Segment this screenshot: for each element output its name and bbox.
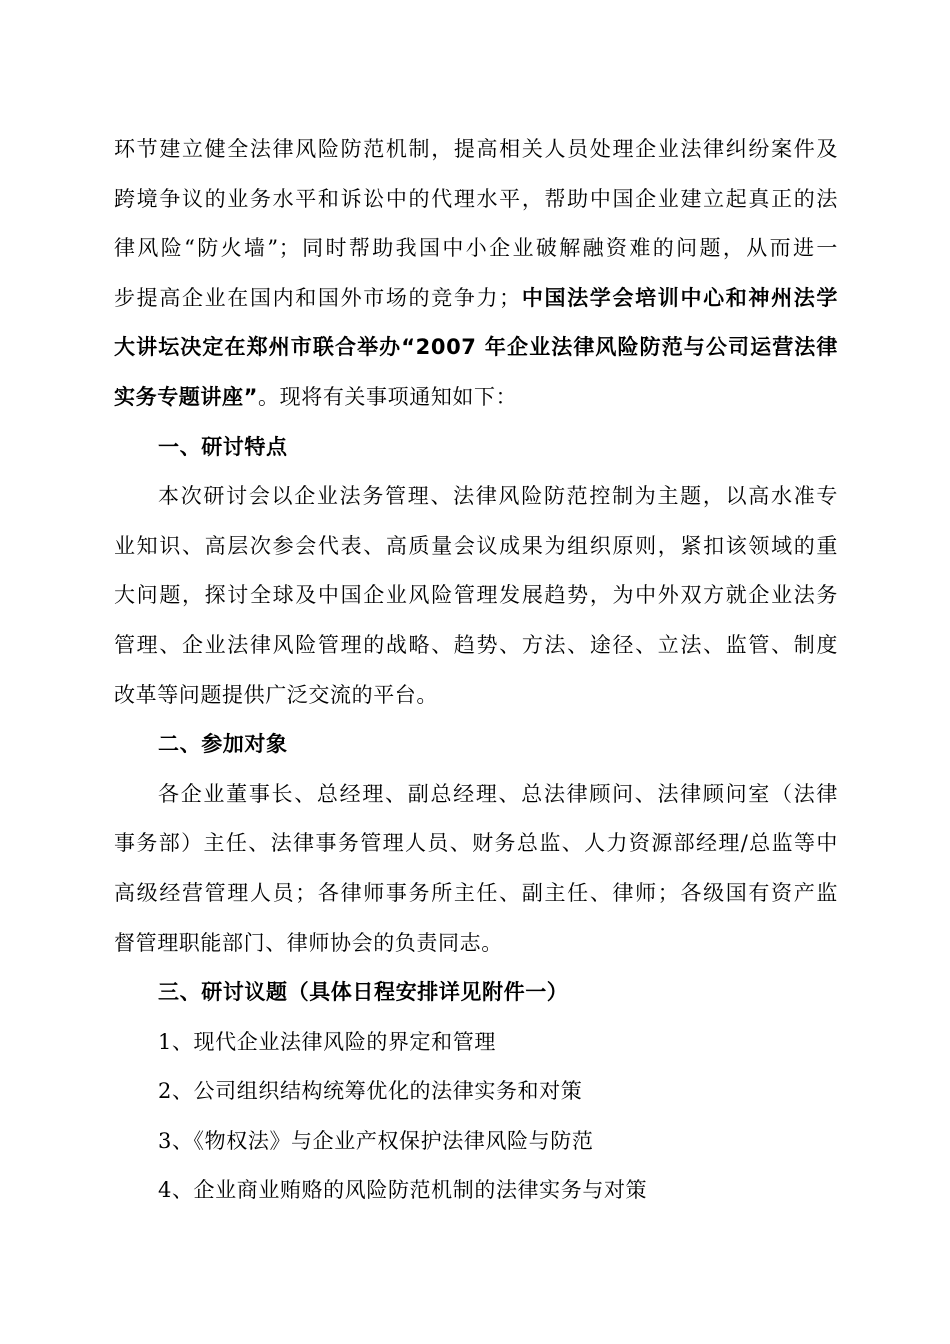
- list-item: 3、《物权法》与企业产权保护法律风险与防范: [158, 1128, 594, 1153]
- list-item: 4、企业商业贿赂的风险防范机制的法律实务与对策: [158, 1178, 648, 1203]
- list-item: 2、公司组织结构统筹优化的法律实务和对策: [158, 1079, 583, 1104]
- section-1-heading: 一、研讨特点: [158, 434, 288, 459]
- section-1-line: 改革等问题提供广泛交流的平台。: [114, 682, 438, 707]
- section-2-line: 各企业董事长、总经理、副总经理、总法律顾问、法律顾问室（法律: [158, 781, 838, 806]
- list-item: 1、现代企业法律风险的界定和管理: [158, 1029, 496, 1054]
- intro-line-4-plain: 步提高企业在国内和国外市场的竞争力；: [114, 285, 521, 310]
- section-1-line: 业知识、高层次参会代表、高质量会议成果为组织原则，紧扣该领域的重: [114, 533, 838, 558]
- intro-line-6-plain: 。现将有关事项通知如下：: [258, 384, 518, 409]
- section-1-line: 管理、企业法律风险管理的战略、趋势、方法、途径、立法、监管、制度: [114, 632, 838, 657]
- section-2-line: 高级经营管理人员；各律师事务所主任、副主任、律师；各级国有资产监: [114, 880, 838, 905]
- document-body: [114, 125, 838, 1216]
- intro-line-5: 大讲坛决定在郑州市联合举办“2007 年企业法律风险防范与公司运营法律: [114, 335, 838, 360]
- section-1-line: 大问题，探讨全球及中国企业风险管理发展趋势，为中外双方就企业法务: [114, 583, 838, 608]
- intro-line-2: 跨境争议的业务水平和诉讼中的代理水平，帮助中国企业建立起真正的法: [114, 186, 838, 211]
- intro-line-6-bold: 实务专题讲座”: [114, 384, 259, 409]
- section-1-line: 本次研讨会以企业法务管理、法律风险防范控制为主题，以高水准专: [158, 484, 838, 509]
- intro-line-6: [114, 373, 838, 423]
- intro-line-1: 环节建立健全法律风险防范机制，提高相关人员处理企业法律纠纷案件及: [114, 137, 838, 161]
- section-2-line: 督管理职能部门、律师协会的负责同志。: [114, 930, 503, 955]
- intro-line-4-bold: 中国法学会培训中心和神州法学: [520, 285, 838, 310]
- section-2-line: 事务部）主任、法律事务管理人员、财务总监、人力资源部经理/总监等中: [114, 831, 838, 856]
- intro-line-4: [114, 274, 838, 324]
- intro-line-3: 律风险“防火墙”；同时帮助我国中小企业破解融资难的问题，从而进一: [114, 236, 838, 261]
- section-3-heading: 三、研讨议题（具体日程安排详见附件一）: [158, 980, 569, 1005]
- section-2-heading: 二、参加对象: [158, 732, 288, 757]
